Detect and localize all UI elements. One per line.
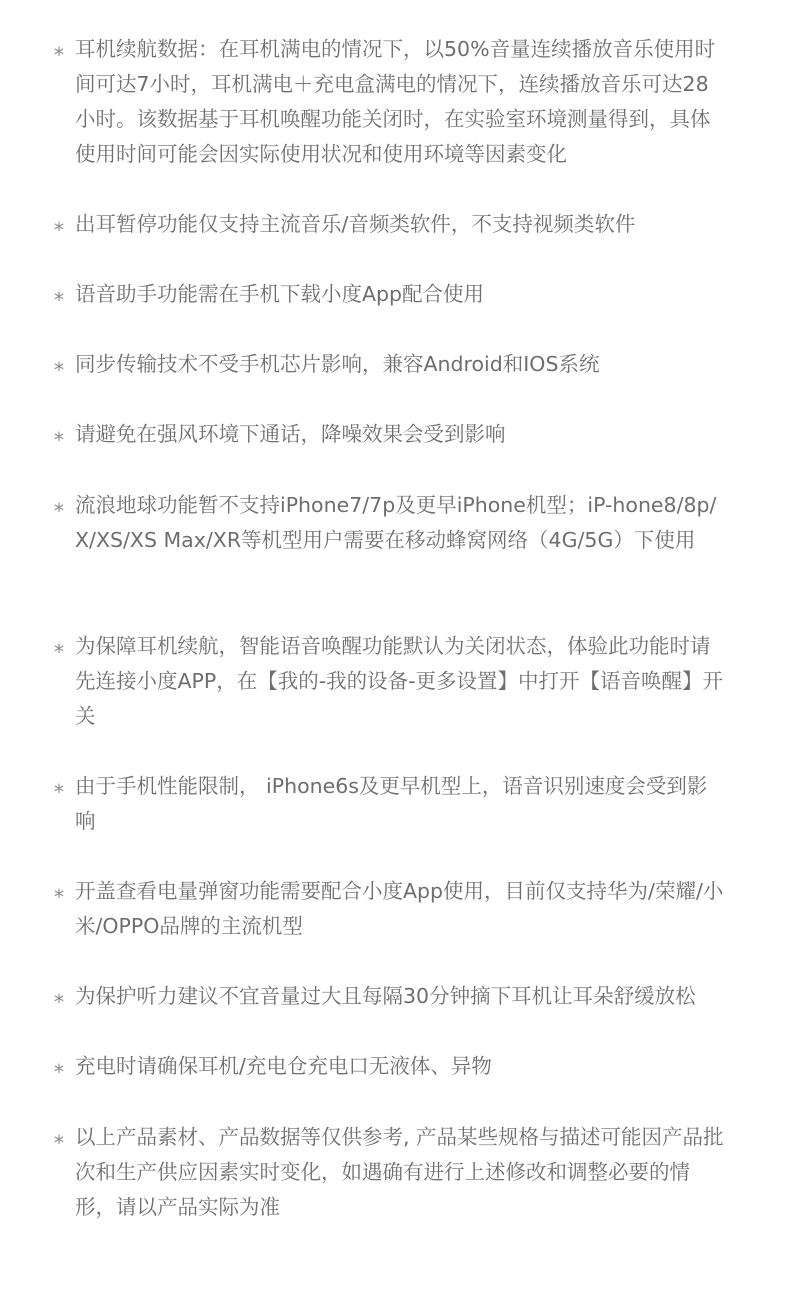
asterisk-bullet: *: [54, 43, 64, 67]
note-text: 同步传输技术不受手机芯片影响，兼容Android和IOS系统: [75, 352, 600, 376]
asterisk-bullet: *: [54, 358, 64, 382]
asterisk-bullet: *: [54, 780, 64, 804]
note-text: 流浪地球功能暂不支持iPhone7/7p及更早iPhone机型；iP-hone8/8p/X/XS/XS Max/XR等机型用户需要在移动蜂窝网络（4G/5G）下使用: [75, 493, 717, 552]
asterisk-bullet: *: [54, 990, 64, 1014]
note-text: 语音助手功能需在手机下载小度App配合使用: [75, 282, 485, 306]
asterisk-bullet: *: [54, 288, 64, 312]
note-text: 开盖查看电量弹窗功能需要配合小度App使用，目前仅支持华为/荣耀/小米/OPPO品牌的主流机型: [75, 879, 724, 938]
asterisk-bullet: *: [54, 218, 64, 242]
note-text: 充电时请确保耳机/充电仓充电口无液体、异物: [75, 1054, 492, 1078]
asterisk-bullet: *: [54, 428, 64, 452]
note-text: 请避免在强风环境下通话，降噪效果会受到影响: [75, 422, 506, 446]
asterisk-bullet: *: [54, 1060, 64, 1084]
note-text: 为保障耳机续航，智能语音唤醒功能默认为关闭状态，体验此功能时请先连接小度APP，在【我的-我的设备-更多设置】中打开【语音唤醒】开关: [75, 634, 724, 728]
note-text: 由于手机性能限制， iPhone6s及更早机型上，语音识别速度会受到影响: [75, 774, 708, 833]
note-text: 为保护听力建议不宜音量过大且每隔30分钟摘下耳机让耳朵舒缓放松: [75, 984, 696, 1008]
asterisk-bullet: *: [54, 499, 64, 523]
asterisk-bullet: *: [54, 1131, 64, 1155]
note-text: 耳机续航数据：在耳机满电的情况下，以50%音量连续播放音乐使用时间可达7小时，耳机满电＋充电盒满电的情况下，连续播放音乐可达28小时。该数据基于耳机唤醒功能关闭时，在实验室环境测量得到，具体使用时间可能会因实际使用状况和使用环境等因素变化: [75, 37, 716, 166]
asterisk-bullet: *: [54, 885, 64, 909]
asterisk-bullet: *: [54, 640, 64, 664]
note-text: 以上产品素材、产品数据等仅供参考, 产品某些规格与描述可能因产品批次和生产供应因素实时变化，如遇确有进行上述修改和调整必要的情形，请以产品实际为准: [75, 1125, 724, 1219]
note-text: 出耳暂停功能仅支持主流音乐/音频类软件，不支持视频类软件: [75, 212, 636, 236]
